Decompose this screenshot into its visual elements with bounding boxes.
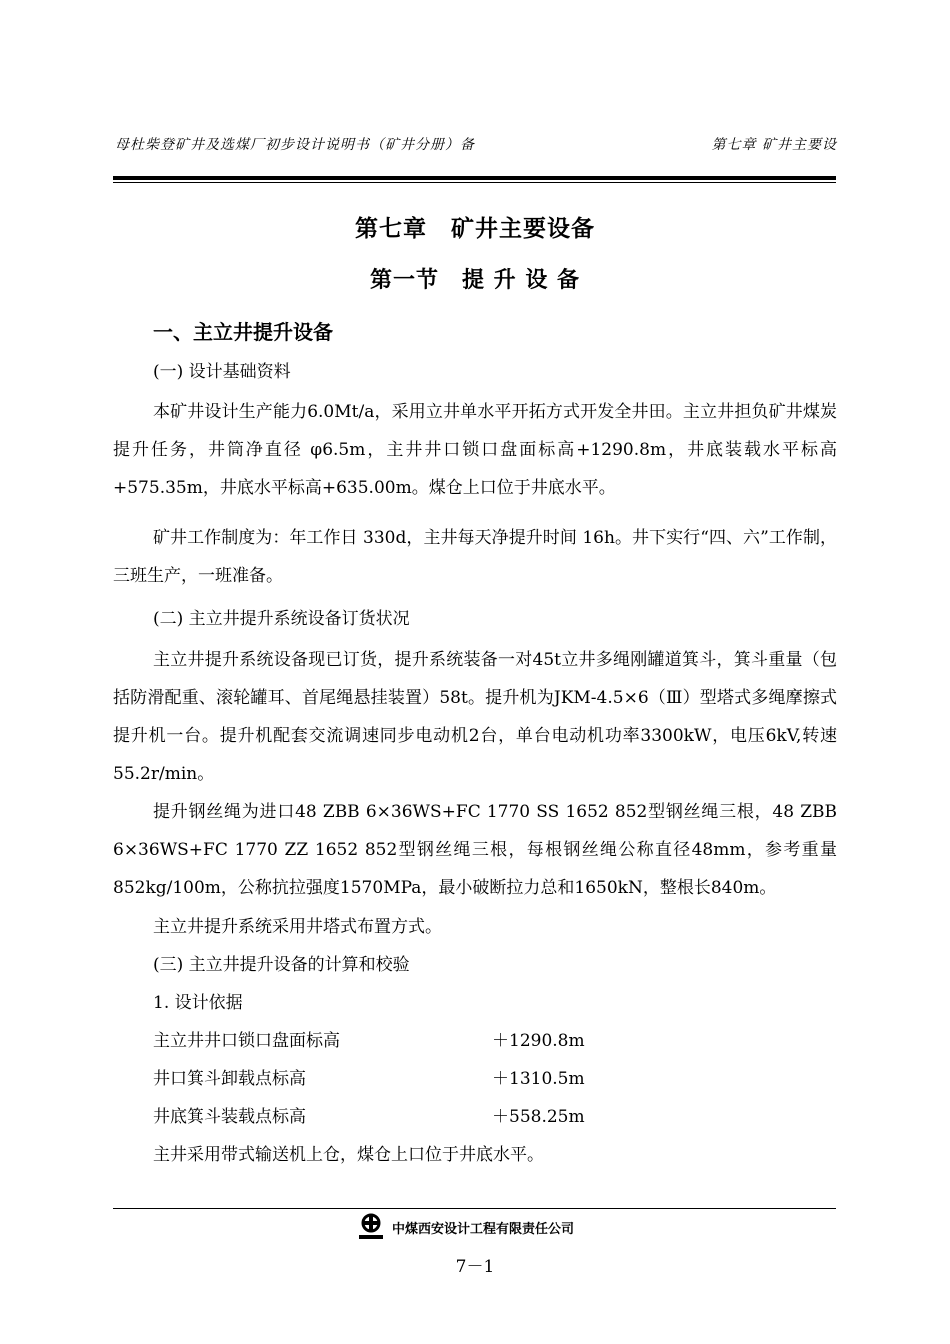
- elevation-value: ＋558.25m: [492, 1107, 585, 1127]
- closing-sentence: 主井采用带式输送机上仓，煤仓上口位于井底水平。: [153, 1145, 544, 1165]
- item3-heading: (三) 主立井提升设备的计算和校验: [153, 955, 410, 975]
- footer-rule: [113, 1208, 836, 1209]
- item2-paragraph-1: 主立井提升系统设备现已订货，提升系统装备一对45t立井多绳刚罐道箕斗，箕斗重量（包括防滑配重、滚轮罐耳、首尾绳悬挂装置）58t。提升机为JKM-4.5×6（Ⅲ）型塔式多绳摩擦式提升机一台。提升机配套交流调速同步电动机2台，单台电动机功率3300kW，电压6kV,转速55.2r/min。: [113, 650, 837, 784]
- elevation-value: ＋1290.8m: [492, 1031, 585, 1051]
- header-document-title: 母杜柴登矿井及选煤厂初步设计说明书（矿井分册）备: [115, 137, 475, 153]
- chapter-title: 第七章 矿井主要设备: [355, 216, 595, 242]
- item2-heading: (二) 主立井提升系统设备订货状况: [153, 609, 410, 629]
- design-basis-heading: 1. 设计依据: [153, 993, 243, 1013]
- item1-paragraph-2: 矿井工作制度为：年工作日 330d，主井每天净提升时间 16h。井下实行“四、六”工作制，三班生产，一班准备。: [113, 528, 837, 586]
- item2-paragraph-3: 主立井提升系统采用井塔式布置方式。: [153, 917, 442, 937]
- elevation-label: 主立井井口锁口盘面标高: [153, 1031, 340, 1051]
- section-title: 第一节 提 升 设 备: [370, 268, 580, 293]
- subsection-title: 一、主立井提升设备: [153, 320, 333, 344]
- item1-paragraph-1: 本矿井设计生产能力6.0Mt/a，采用立井单水平开拓方式开发全井田。主立井担负矿井煤炭提升任务，井筒净直径 φ6.5m，主井井口锁口盘面标高+1290.8m，井底装载水平标高+575.35m，井底水平标高+635.00m。煤仓上口位于井底水平。: [113, 402, 837, 498]
- header-rule-thin: [113, 182, 836, 183]
- item2-paragraph-2: 提升钢丝绳为进口48 ZBB 6×36WS+FC 1770 SS 1652 852型钢丝绳三根，48 ZBB 6×36WS+FC 1770 ZZ 1652 852型钢丝绳三根，每根钢丝绳公称直径48mm，参考重量852kg/100m，公称抗拉强度1570MPa，最小破断拉力总和1650kN，整根长840m。: [113, 802, 837, 898]
- page-number: 7－1: [455, 1257, 495, 1277]
- elevation-label: 井口箕斗卸载点标高: [153, 1069, 306, 1089]
- elevation-label: 井底箕斗装载点标高: [153, 1107, 306, 1127]
- header-rule-thick: [113, 176, 836, 180]
- footer-company-name: 中煤西安设计工程有限责任公司: [392, 1222, 575, 1237]
- china-coal-logo-icon: [356, 1212, 386, 1242]
- header-chapter-label: 第七章 矿井主要设: [711, 137, 837, 153]
- item1-heading: (一) 设计基础资料: [153, 362, 291, 382]
- elevation-value: ＋1310.5m: [492, 1069, 585, 1089]
